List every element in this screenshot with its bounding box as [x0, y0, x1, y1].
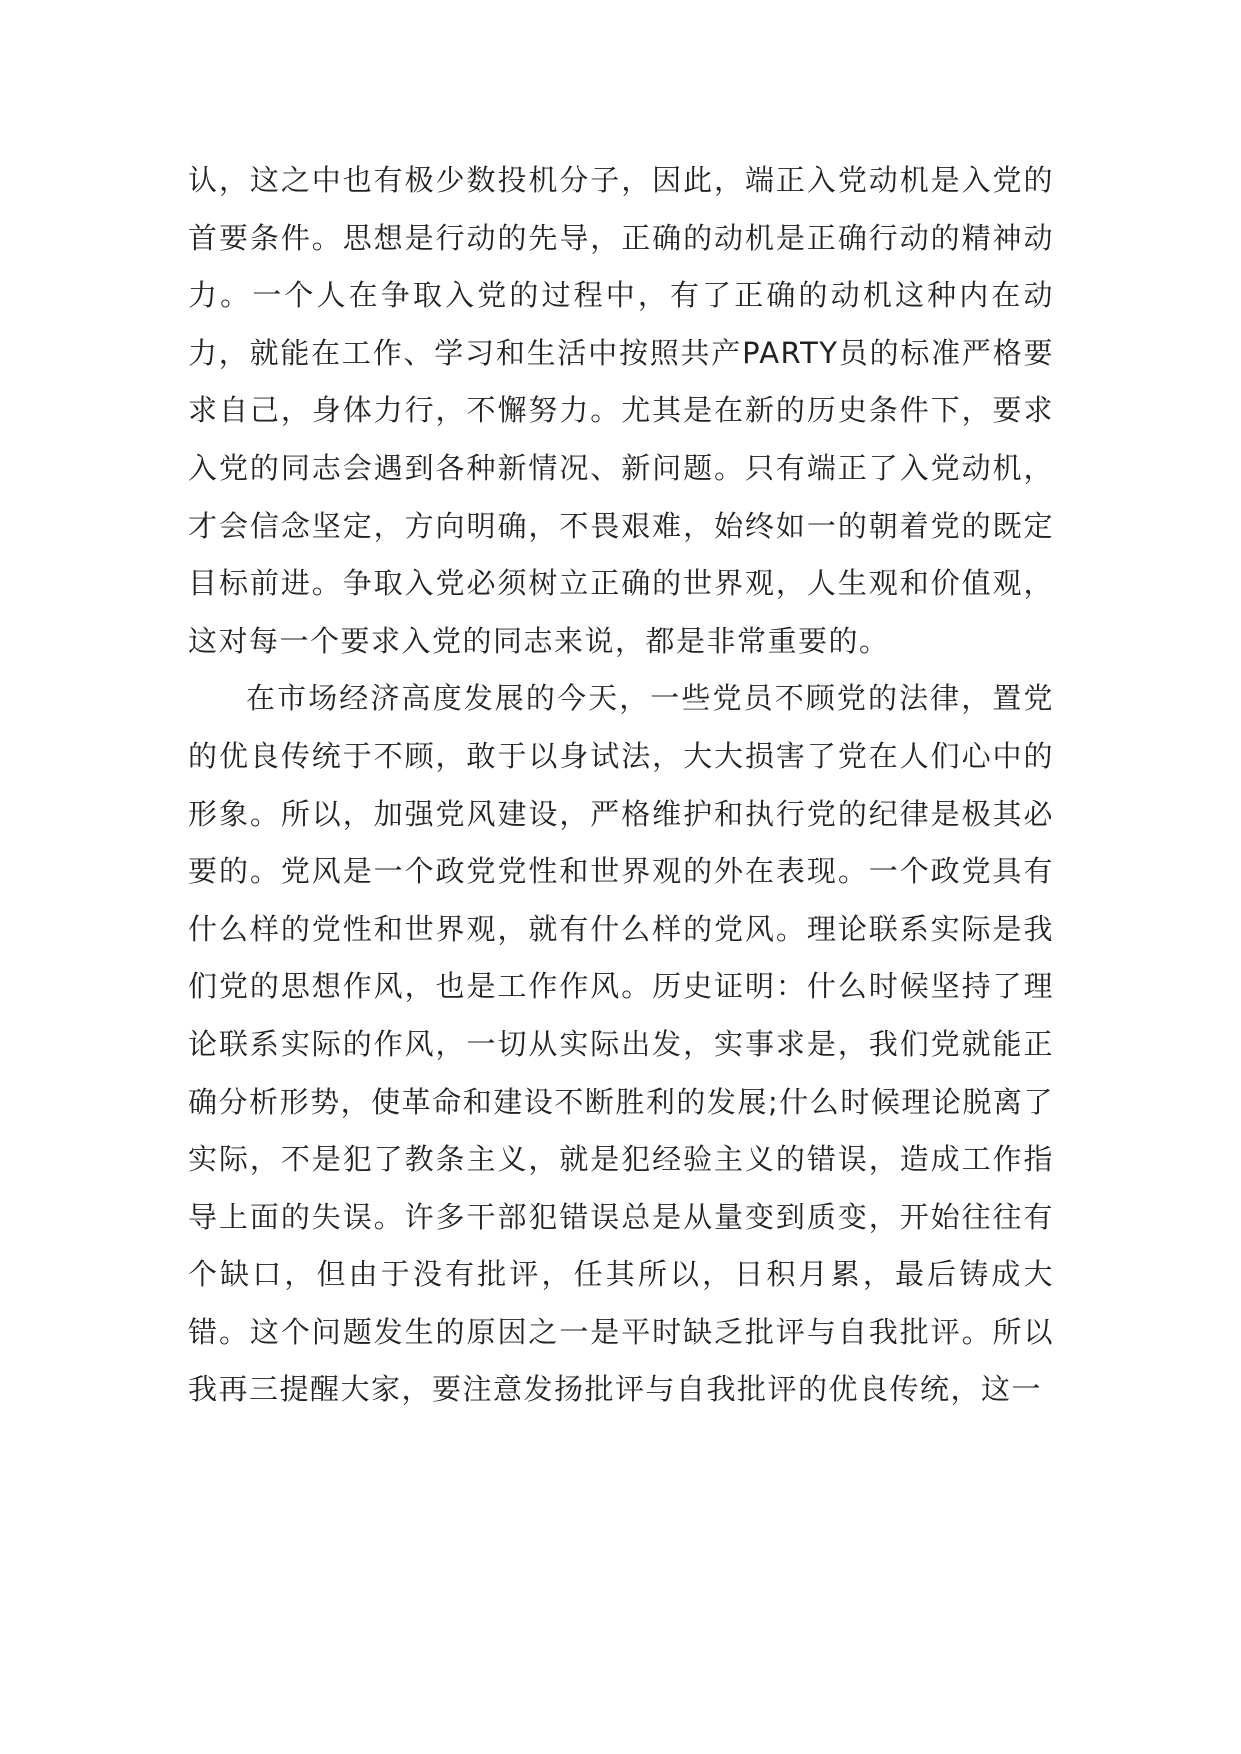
- paragraph-continued: 认，这之中也有极少数投机分子，因此，端正入党动机是入党的首要条件。思想是行动的先导，正确的动机是正确行动的精神动力。一个人在争取入党的过程中，有了正确的动机这种内在动力，就能在工作、学习和生活中按照共产PARTY员的标准严格要求自己，身体力行，不懈努力。尤其是在新的历史条件下，要求入党的同志会遇到各种新情况、新问题。只有端正了入党动机，才会信念坚定，方向明确，不畏艰难，始终如一的朝着党的既定目标前进。争取入党必须树立正确的世界观，人生观和价值观，这对每一个要求入党的同志来说，都是非常重要的。: [188, 163, 1054, 658]
- paragraph: 在市场经济高度发展的今天，一些党员不顾党的法律，置党的优良传统于不顾，敢于以身试法，大大损害了党在人们心中的形象。所以，加强党风建设，严格维护和执行党的纪律是极其必要的。党风是一个政党党性和世界观的外在表现。一个政党具有什么样的党性和世界观，就有什么样的党风。理论联系实际是我们党的思想作风，也是工作作风。历史证明：什么时候坚持了理论联系实际的作风，一切从实际出发，实事求是，我们党就能正确分析形势，使革命和建设不断胜利的发展;什么时候理论脱离了实际，不是犯了教条主义，就是犯经验主义的错误，造成工作指导上面的失误。许多干部犯错误总是从量变到质变，开始往往有个缺口，但由于没有批评，任其所以，日积月累，最后铸成大错。这个问题发生的原因之一是平时缺乏批评与自我批评。所以我再三提醒大家，要注意发扬批评与自我批评的优良传统，这一: [188, 681, 1054, 1407]
- document-body: [188, 152, 1054, 1419]
